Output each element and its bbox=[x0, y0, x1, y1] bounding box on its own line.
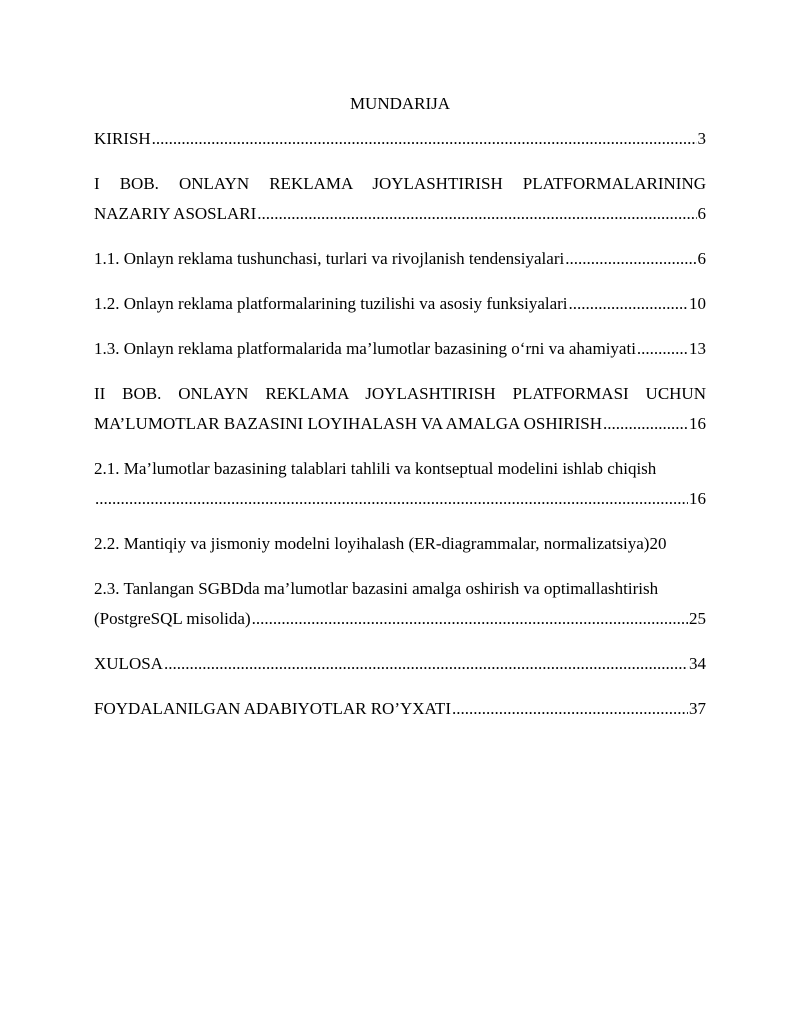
toc-entry-1-1[interactable] bbox=[94, 244, 706, 274]
toc-entry-text: FOYDALANILGAN ADABIYOTLAR RO’YXATI bbox=[94, 699, 451, 718]
toc-entry-xulosa[interactable] bbox=[94, 649, 706, 679]
toc-entry-1-2[interactable] bbox=[94, 289, 706, 319]
toc-entry-chapter-1[interactable] bbox=[94, 169, 706, 229]
toc-entry-text: 2.3. Tanlangan SGBDda ma’lumotlar bazasini amalga oshirish va optimallashtirish bbox=[94, 579, 659, 598]
toc-page-number: 3 bbox=[697, 129, 706, 148]
toc-entry-text: MA’LUMOTLAR BAZASINI LOYIHALASH VA AMALGA OSHIRISH bbox=[94, 414, 602, 433]
dot-leader bbox=[257, 199, 696, 229]
toc-entry-chapter-2[interactable] bbox=[94, 379, 706, 439]
toc-entry-text: XULOSA bbox=[94, 654, 163, 673]
dot-leader bbox=[164, 649, 688, 679]
toc-entry-text: 2.1. Ma’lumotlar bazasining talablari tahlili va kontseptual modelini ishlab chiqish bbox=[94, 459, 657, 478]
toc-entry-text: NAZARIY ASOSLARI bbox=[94, 204, 257, 223]
toc-page-number: 34 bbox=[689, 654, 706, 673]
toc-title: MUNDARIJA bbox=[349, 94, 451, 113]
toc-entry-2-3[interactable] bbox=[94, 574, 706, 634]
toc-entry-text: KIRISH bbox=[94, 129, 151, 148]
toc-page-number: 16 bbox=[689, 414, 706, 433]
dot-leader bbox=[152, 124, 697, 154]
dot-leader bbox=[452, 694, 688, 724]
toc-entry-references[interactable] bbox=[94, 694, 706, 724]
toc-entry-text: I BOB. ONLAYN REKLAMA JOYLASHTIRISH PLATFORMALARINING bbox=[94, 174, 706, 193]
toc-page-number: 10 bbox=[689, 294, 706, 313]
document-page bbox=[94, 94, 706, 724]
toc-page-number: 16 bbox=[689, 489, 706, 508]
toc-entry-kirish[interactable] bbox=[94, 124, 706, 154]
toc-entry-2-2[interactable] bbox=[94, 529, 706, 559]
dot-leader bbox=[565, 244, 696, 274]
dot-leader bbox=[569, 289, 688, 319]
toc-page-number: 6 bbox=[697, 249, 706, 268]
dot-leader bbox=[95, 484, 688, 514]
toc-entry-text: 1.2. Onlayn reklama platformalarining tuzilishi va asosiy funksiyalari bbox=[94, 294, 568, 313]
toc-entry-2-1[interactable] bbox=[94, 454, 706, 514]
dot-leader bbox=[603, 409, 688, 439]
toc-entry-text: 2.2. Mantiqiy va jismoniy modelni loyihalash (ER-diagrammalar, normalizatsiya) bbox=[94, 534, 650, 553]
toc-page-number: 6 bbox=[697, 204, 706, 223]
toc-page-number: 37 bbox=[689, 699, 706, 718]
toc-entry-text: (PostgreSQL misolida) bbox=[94, 609, 251, 628]
dot-leader bbox=[252, 604, 688, 634]
toc-entry-text: 1.1. Onlayn reklama tushunchasi, turlari va rivojlanish tendensiyalari bbox=[94, 249, 565, 268]
toc-entry-text: II BOB. ONLAYN REKLAMA JOYLASHTIRISH PLATFORMASI UCHUN bbox=[94, 384, 706, 403]
toc-page-number: 25 bbox=[689, 609, 706, 628]
toc-page-number: 13 bbox=[689, 339, 706, 358]
dot-leader bbox=[637, 334, 688, 364]
toc-page-number: 20 bbox=[649, 534, 667, 553]
toc-entry-text: 1.3. Onlayn reklama platformalarida ma’lumotlar bazasining o‘rni va ahamiyati bbox=[94, 339, 636, 358]
toc-entry-1-3[interactable] bbox=[94, 334, 706, 364]
